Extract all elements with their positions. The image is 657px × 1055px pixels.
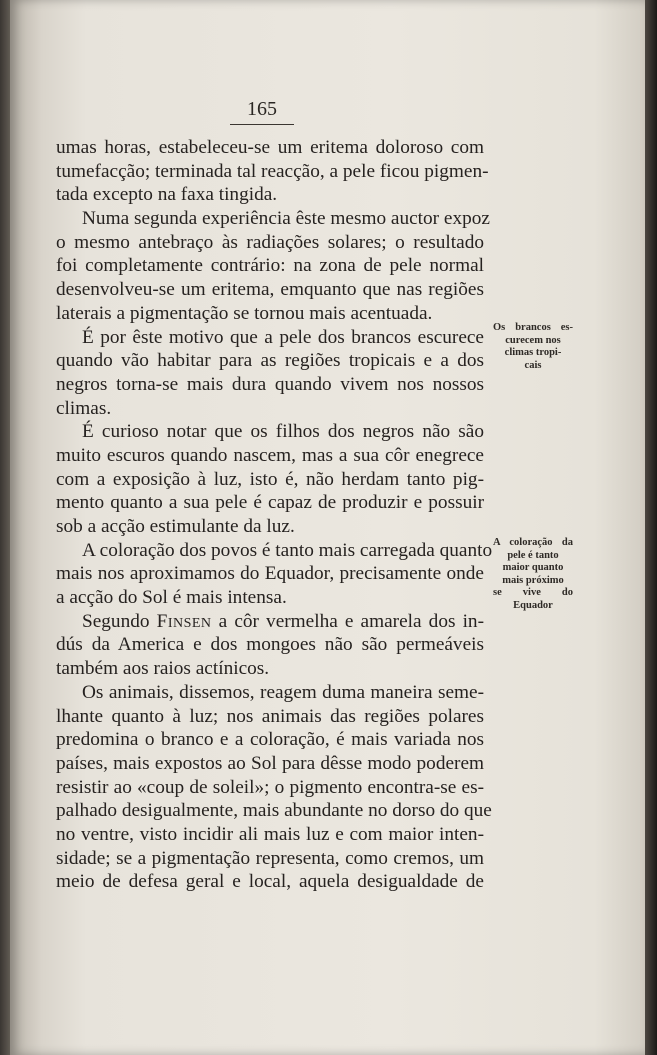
body-text bbox=[56, 136, 493, 894]
margin-note-line: A coloração da bbox=[493, 537, 573, 548]
margin-note-line: Os brancos es- bbox=[493, 322, 573, 333]
text-line: predomina o branco e a coloração, é mais variada nos bbox=[56, 729, 484, 751]
margin-note-line: Equador bbox=[513, 599, 553, 611]
text-line: o mesmo antebraço às radiações solares; o resultado bbox=[56, 231, 484, 253]
text-line: desenvolveu-se um eritema, emquanto que nas regiões bbox=[56, 279, 484, 301]
margin-note-line: climas tropi- bbox=[504, 347, 562, 359]
paragraph-start-line: Numa segunda experiência êste mesmo auctor expoz bbox=[82, 208, 490, 230]
text-line: climas. bbox=[56, 397, 112, 419]
paragraph-start-line bbox=[56, 610, 484, 634]
text-line: mento quanto a sua pele é capaz de produzir e possuir bbox=[56, 492, 484, 514]
text-line: dús da America e dos mongoes não são permeáveis bbox=[56, 634, 484, 656]
text-line: tumefacção; terminada tal reacção, a pele ficou pigmen- bbox=[56, 160, 489, 182]
margin-note-line: curecem nos bbox=[505, 334, 561, 346]
text-segment: Segundo bbox=[82, 610, 157, 632]
text-line: mais nos aproximamos do Equador, precisamente onde bbox=[56, 563, 484, 585]
margin-note-line: mais próximo bbox=[502, 574, 564, 586]
margin-note-line: se vive do bbox=[493, 587, 573, 599]
paragraph-start-line: É por êste motivo que a pele dos brancos escurece bbox=[82, 326, 484, 348]
text-line: a acção do Sol é mais intensa. bbox=[56, 587, 287, 609]
text-line: no ventre, visto incidir ali mais luz e com maior inten- bbox=[56, 823, 484, 845]
page-number: 165 bbox=[247, 98, 277, 120]
text-segment: a côr vermelha e amarela dos in- bbox=[211, 610, 484, 632]
author-name: Finsen bbox=[156, 610, 212, 632]
page-number-rule bbox=[230, 124, 294, 125]
text-line: com a exposição à luz, isto é, não herdam tanto pig- bbox=[56, 468, 484, 490]
text-line: lhante quanto à luz; nos animais das regiões polares bbox=[56, 705, 484, 727]
text-line: sidade; se a pigmentação representa, como cremos, um bbox=[56, 847, 484, 869]
text-line: quando vão habitar para as regiões tropicais e a dos bbox=[56, 350, 484, 372]
text-line: laterais a pigmentação se tornou mais acentuada. bbox=[56, 302, 433, 324]
text-line: negros torna-se mais dura quando vivem nos nossos bbox=[56, 373, 484, 395]
margin-note-brancos bbox=[493, 322, 573, 372]
text-line: sob a acção estimulante da luz. bbox=[56, 516, 295, 537]
text-line: muito escuros quando nascem, mas a sua côr enegrece bbox=[56, 444, 484, 466]
margin-note-line: pele é tanto bbox=[507, 549, 559, 561]
text-line: também aos raios actínicos. bbox=[56, 658, 270, 680]
text-line: meio de defesa geral e local, aquela desigualdade de bbox=[56, 871, 484, 893]
margin-note-line: maior quanto bbox=[502, 562, 564, 574]
paragraph-start-line: A coloração dos povos é tanto mais carregada quanto bbox=[82, 539, 493, 561]
text-line: resistir ao «coup de soleil»; o pigmento encontra-se es- bbox=[56, 776, 484, 798]
margin-note-line: cais bbox=[524, 359, 542, 371]
paragraph-start-line: É curioso notar que os filhos dos negros não são bbox=[82, 421, 484, 443]
paragraph-start-line: Os animais, dissemos, reagem duma maneira seme- bbox=[82, 681, 484, 703]
text-line: tada excepto na faxa tingida. bbox=[56, 184, 278, 206]
text-line: palhado desigualmente, mais abundante no dorso do que bbox=[56, 800, 492, 822]
page-edge-shadow bbox=[645, 0, 657, 1055]
text-line: umas horas, estabeleceu-se um eritema doloroso com bbox=[56, 137, 484, 158]
text-line: países, mais expostos ao Sol para dêsse modo poderem bbox=[56, 752, 484, 774]
margin-note-coloracao bbox=[493, 537, 573, 613]
text-line: foi completamente contrário: na zona de pele normal bbox=[56, 255, 484, 277]
